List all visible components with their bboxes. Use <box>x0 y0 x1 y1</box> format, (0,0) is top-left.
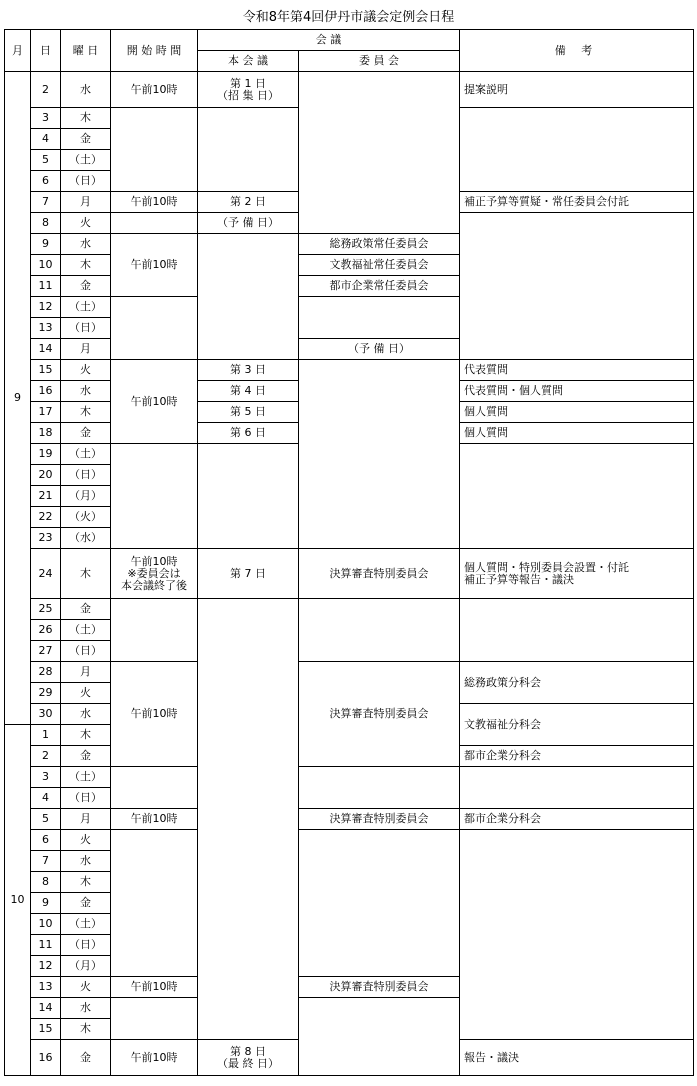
committee-cell: 決算審査特別委員会 <box>299 809 460 830</box>
committee-cell: 文教福祉常任委員会 <box>299 255 460 276</box>
day-cell: 8 <box>31 872 61 893</box>
remarks-cell: 個人質問・特別委員会設置・付託 補正予算等報告・議決 <box>460 549 694 599</box>
day-cell: 15 <box>31 360 61 381</box>
day-cell: 13 <box>31 318 61 339</box>
weekday-cell: 月 <box>61 192 111 213</box>
day-cell: 26 <box>31 620 61 641</box>
day-cell: 23 <box>31 528 61 549</box>
header-weekday: 曜 日 <box>61 30 111 72</box>
plenary-cell: 第 5 日 <box>198 402 299 423</box>
day-cell: 3 <box>31 767 61 788</box>
remarks-cell: 補正予算等質疑・常任委員会付託 <box>460 192 694 213</box>
day-cell: 12 <box>31 956 61 977</box>
table-row <box>5 830 694 851</box>
table-row <box>5 549 694 599</box>
day-cell: 7 <box>31 192 61 213</box>
day-cell: 28 <box>31 662 61 683</box>
day-cell: 11 <box>31 276 61 297</box>
weekday-cell: （土） <box>61 767 111 788</box>
weekday-cell: （土） <box>61 444 111 465</box>
day-cell: 10 <box>31 914 61 935</box>
day-cell: 1 <box>31 725 61 746</box>
plenary-cell: 第 8 日 （最 終 日） <box>198 1040 299 1076</box>
weekday-cell: 金 <box>61 1040 111 1076</box>
remarks-cell <box>460 213 694 360</box>
weekday-cell: （水） <box>61 528 111 549</box>
plenary-cell: 第 7 日 <box>198 549 299 599</box>
plenary-cell <box>198 234 299 360</box>
plenary-cell: 第 2 日 <box>198 192 299 213</box>
weekday-cell: 水 <box>61 381 111 402</box>
day-cell: 8 <box>31 213 61 234</box>
remarks-cell <box>460 830 694 1040</box>
day-cell: 2 <box>31 746 61 767</box>
table-row <box>5 767 694 788</box>
weekday-cell: （日） <box>61 935 111 956</box>
weekday-cell: 木 <box>61 108 111 129</box>
committee-cell <box>299 72 460 234</box>
plenary-cell <box>198 599 299 1040</box>
header-start-time: 開 始 時 間 <box>111 30 198 72</box>
month-cell: 10 <box>5 725 31 1076</box>
remarks-cell <box>460 444 694 549</box>
day-cell: 5 <box>31 150 61 171</box>
header-meeting: 会 議 <box>198 30 460 51</box>
weekday-cell: 火 <box>61 977 111 998</box>
day-cell: 15 <box>31 1019 61 1040</box>
day-cell: 5 <box>31 809 61 830</box>
plenary-cell: 第 3 日 <box>198 360 299 381</box>
day-cell: 14 <box>31 998 61 1019</box>
day-cell: 9 <box>31 893 61 914</box>
committee-cell: 決算審査特別委員会 <box>299 549 460 599</box>
weekday-cell: 金 <box>61 893 111 914</box>
day-cell: 6 <box>31 830 61 851</box>
weekday-cell: 木 <box>61 255 111 276</box>
weekday-cell: 木 <box>61 402 111 423</box>
day-cell: 12 <box>31 297 61 318</box>
day-cell: 13 <box>31 977 61 998</box>
weekday-cell: 金 <box>61 746 111 767</box>
weekday-cell: （土） <box>61 150 111 171</box>
committee-cell: 決算審査特別委員会 <box>299 977 460 998</box>
day-cell: 18 <box>31 423 61 444</box>
weekday-cell: 火 <box>61 830 111 851</box>
committee-cell: 総務政策常任委員会 <box>299 234 460 255</box>
remarks-cell: 総務政策分科会 <box>460 662 694 704</box>
weekday-cell: 木 <box>61 725 111 746</box>
weekday-cell: 水 <box>61 851 111 872</box>
weekday-cell: 月 <box>61 662 111 683</box>
plenary-cell <box>198 108 299 192</box>
weekday-cell: 金 <box>61 276 111 297</box>
committee-cell <box>299 830 460 977</box>
weekday-cell: 火 <box>61 683 111 704</box>
time-cell: 午前10時 <box>111 192 198 213</box>
remarks-cell: 提案説明 <box>460 72 694 108</box>
weekday-cell: （月） <box>61 486 111 507</box>
time-cell <box>111 108 198 192</box>
weekday-cell: 月 <box>61 339 111 360</box>
header-row <box>5 30 694 51</box>
day-cell: 21 <box>31 486 61 507</box>
day-cell: 17 <box>31 402 61 423</box>
weekday-cell: 木 <box>61 549 111 599</box>
table-row <box>5 360 694 381</box>
remarks-cell: 代表質問・個人質問 <box>460 381 694 402</box>
day-cell: 22 <box>31 507 61 528</box>
committee-cell <box>299 998 460 1076</box>
remarks-cell <box>460 599 694 662</box>
weekday-cell: 金 <box>61 129 111 150</box>
remarks-cell: 個人質問 <box>460 402 694 423</box>
day-cell: 6 <box>31 171 61 192</box>
day-cell: 4 <box>31 129 61 150</box>
weekday-cell: 水 <box>61 234 111 255</box>
remarks-cell <box>460 108 694 192</box>
day-cell: 29 <box>31 683 61 704</box>
plenary-cell: （予 備 日） <box>198 213 299 234</box>
weekday-cell: （日） <box>61 318 111 339</box>
weekday-cell: 金 <box>61 599 111 620</box>
day-cell: 20 <box>31 465 61 486</box>
time-cell <box>111 213 198 234</box>
table-row <box>5 662 694 683</box>
weekday-cell: 火 <box>61 360 111 381</box>
plenary-cell: 第 6 日 <box>198 423 299 444</box>
weekday-cell: （日） <box>61 171 111 192</box>
weekday-cell: 水 <box>61 704 111 725</box>
weekday-cell: （日） <box>61 641 111 662</box>
plenary-cell: 第 4 日 <box>198 381 299 402</box>
header-remarks: 備 考 <box>460 30 694 72</box>
weekday-cell: （土） <box>61 620 111 641</box>
weekday-cell: 金 <box>61 423 111 444</box>
remarks-cell <box>460 767 694 809</box>
remarks-cell: 個人質問 <box>460 423 694 444</box>
day-cell: 4 <box>31 788 61 809</box>
day-cell: 30 <box>31 704 61 725</box>
weekday-cell: （土） <box>61 914 111 935</box>
time-cell: 午前10時 <box>111 662 198 767</box>
weekday-cell: （月） <box>61 956 111 977</box>
weekday-cell: 水 <box>61 998 111 1019</box>
time-cell: 午前10時 <box>111 234 198 297</box>
day-cell: 11 <box>31 935 61 956</box>
committee-cell: （予 備 日） <box>299 339 460 360</box>
day-cell: 25 <box>31 599 61 620</box>
time-cell: 午前10時 <box>111 977 198 998</box>
time-cell <box>111 297 198 360</box>
remarks-cell: 都市企業分科会 <box>460 746 694 767</box>
committee-cell <box>299 297 460 339</box>
table-row <box>5 809 694 830</box>
plenary-cell <box>198 444 299 549</box>
weekday-cell: 水 <box>61 72 111 108</box>
committee-cell: 決算審査特別委員会 <box>299 662 460 767</box>
day-cell: 3 <box>31 108 61 129</box>
day-cell: 2 <box>31 72 61 108</box>
day-cell: 19 <box>31 444 61 465</box>
table-row <box>5 599 694 620</box>
time-cell <box>111 444 198 549</box>
header-plenary: 本 会 議 <box>198 51 299 72</box>
page-title: 令和8年第4回伊丹市議会定例会日程 <box>242 10 455 25</box>
remarks-cell: 文教福祉分科会 <box>460 704 694 746</box>
day-cell: 9 <box>31 234 61 255</box>
time-cell <box>111 830 198 977</box>
committee-cell <box>299 767 460 809</box>
weekday-cell: （土） <box>61 297 111 318</box>
committee-cell <box>299 360 460 549</box>
day-cell: 27 <box>31 641 61 662</box>
time-cell: 午前10時 <box>111 809 198 830</box>
day-cell: 7 <box>31 851 61 872</box>
committee-cell <box>299 599 460 662</box>
day-cell: 16 <box>31 1040 61 1076</box>
time-cell: 午前10時 <box>111 360 198 444</box>
table-row <box>5 72 694 108</box>
time-cell: 午前10時 <box>111 1040 198 1076</box>
remarks-cell: 代表質問 <box>460 360 694 381</box>
time-cell <box>111 599 198 662</box>
month-cell: 9 <box>5 72 31 725</box>
weekday-cell: 月 <box>61 809 111 830</box>
remarks-cell: 都市企業分科会 <box>460 809 694 830</box>
day-cell: 16 <box>31 381 61 402</box>
remarks-cell: 報告・議決 <box>460 1040 694 1076</box>
time-cell: 午前10時 ※委員会は 本会議終了後 <box>111 549 198 599</box>
day-cell: 14 <box>31 339 61 360</box>
header-day: 日 <box>31 30 61 72</box>
weekday-cell: （火） <box>61 507 111 528</box>
time-cell <box>111 998 198 1040</box>
time-cell: 午前10時 <box>111 72 198 108</box>
weekday-cell: 木 <box>61 872 111 893</box>
weekday-cell: 火 <box>61 213 111 234</box>
time-cell <box>111 767 198 809</box>
day-cell: 10 <box>31 255 61 276</box>
weekday-cell: （日） <box>61 465 111 486</box>
committee-cell: 都市企業常任委員会 <box>299 276 460 297</box>
header-month: 月 <box>5 30 31 72</box>
weekday-cell: （日） <box>61 788 111 809</box>
header-committee: 委 員 会 <box>299 51 460 72</box>
weekday-cell: 木 <box>61 1019 111 1040</box>
schedule-table <box>4 29 694 1076</box>
plenary-cell: 第 1 日 （招 集 日） <box>198 72 299 108</box>
day-cell: 24 <box>31 549 61 599</box>
